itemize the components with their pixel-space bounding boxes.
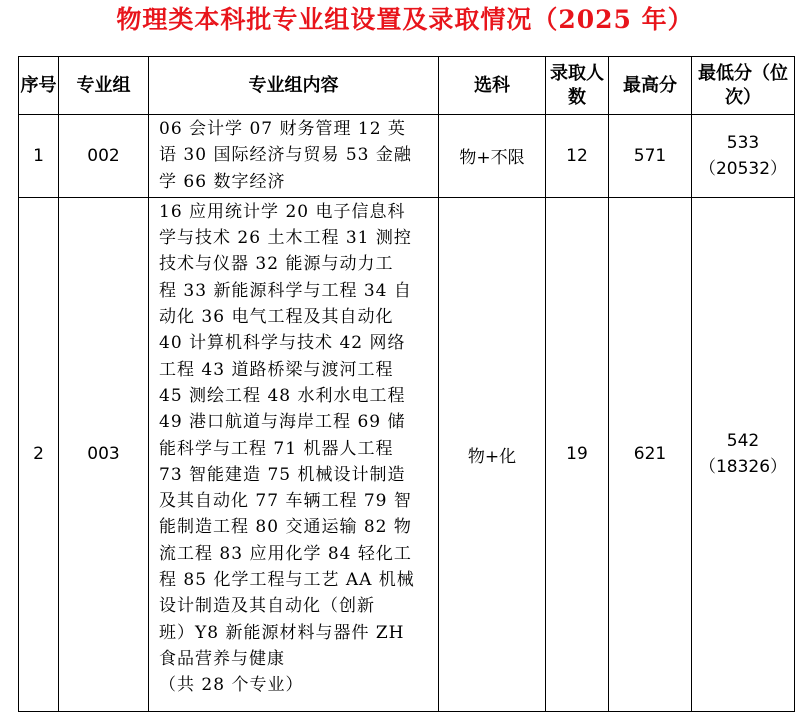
cell-seq: 2 (19, 197, 59, 711)
table-row (19, 197, 795, 711)
cell-subjects: 物+不限 (439, 115, 546, 198)
header-subjects: 选科 (439, 57, 546, 115)
cell-min-score: 542 （18326） (692, 197, 795, 711)
header-seq: 序号 (19, 57, 59, 115)
header-admitted: 录取人数 (546, 57, 609, 115)
cell-min-score: 533 （20532） (692, 115, 795, 198)
cell-group: 003 (59, 197, 149, 711)
cell-max-score: 571 (609, 115, 692, 198)
cell-content: 16 应用统计学 20 电子信息科 学与技术 26 土木工程 31 测控 技术与仪器 32 能源与动力工 程 33 新能源科学与工程 34 自 动化 36 电气工程及其自动化 40 计算机科学与技术 42 网络 工程 43 道路桥梁与渡河工程 45 测绘工程 48 水利水电工程 49 港口航道与海岸工程 69 储 能科学与工程 71 机器人工程 73 智能建造 75 机械设计制造 及其自动化 77 车辆工程 79 智 能制造工程 80 交通运输 82 物 流工程 83 应用化学 84 轻化工 程 85 化学工程与工艺 AA 机械 设计制造及其自动化（创新 班）Y8 新能源材料与器件 ZH 食品营养与健康 （共 28 个专业） (149, 197, 439, 711)
cell-max-score: 621 (609, 197, 692, 711)
header-min-score: 最低分（位次） (692, 57, 795, 115)
cell-subjects: 物+化 (439, 197, 546, 711)
cell-content: 06 会计学 07 财务管理 12 英 语 30 国际经济与贸易 53 金融 学 66 数字经济 (149, 115, 439, 198)
table-header-row (19, 57, 795, 115)
header-max-score: 最高分 (609, 57, 692, 115)
admission-table (18, 56, 795, 712)
header-group: 专业组 (59, 57, 149, 115)
header-content: 专业组内容 (149, 57, 439, 115)
cell-group: 002 (59, 115, 149, 198)
table-row (19, 115, 795, 198)
cell-seq: 1 (19, 115, 59, 198)
page-title: 物理类本科批专业组设置及录取情况（2025 年） (116, 5, 694, 34)
cell-admitted: 19 (546, 197, 609, 711)
cell-admitted: 12 (546, 115, 609, 198)
